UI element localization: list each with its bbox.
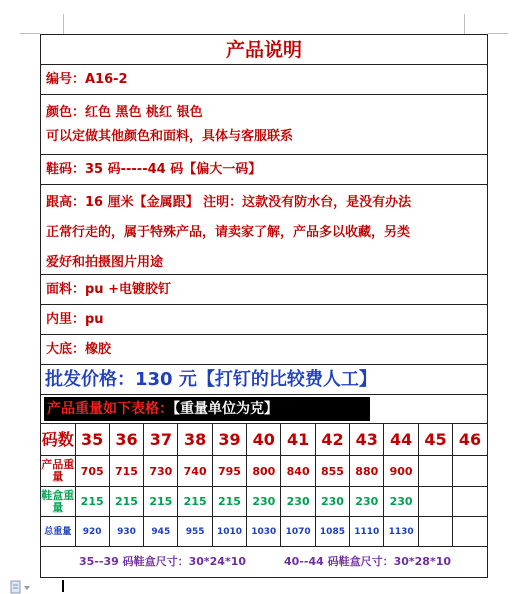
text-cursor [62,580,64,592]
size-cell: 38 [178,424,212,456]
total-weight-cell: 1070 [281,517,315,547]
shoe-weight-cell [418,456,452,487]
shoe-weight-cell: 800 [247,456,281,487]
crop-mark-top-right [464,14,465,34]
heel-line-2: 正常行走的，属于特殊产品，请卖家了解，产品多以收藏，另类 [46,225,411,240]
total-weight-cell: 1085 [315,517,349,547]
table-row-sizes [41,424,487,456]
shoe-weight-cell: 795 [212,456,246,487]
weight-table [41,424,487,547]
box-weight-cell: 230 [350,487,384,517]
total-weight-cell: 920 [75,517,109,547]
weight-unit-label: 【重量单位为克】 [173,401,278,417]
shoe-weight-cell: 900 [384,456,418,487]
color-block [41,95,487,155]
total-weight-cell: 1130 [384,517,418,547]
size-cell: 46 [453,424,487,456]
product-sheet [40,34,488,578]
box-size-large: 40--44 码鞋盒尺寸：30*28*10 [284,555,452,568]
total-weight-cell: 1010 [212,517,246,547]
total-weight-cell: 930 [109,517,143,547]
shoe-weight-cell: 730 [144,456,178,487]
size-cell: 44 [384,424,418,456]
total-weight-cell: 1030 [247,517,281,547]
shoe-weight-cell: 740 [178,456,212,487]
heel-line-1: 跟高：16 厘米【金属跟】 注明：这款没有防水台，是没有办法 [46,195,412,210]
shoe-weight-cell: 715 [109,456,143,487]
box-weight-cell: 230 [315,487,349,517]
weight-header [41,395,487,424]
heel-block [41,185,487,275]
lining-line: 内里：pu [41,305,487,335]
custom-line: 可以定做其他颜色和面料，具体与客服联系 [46,129,294,144]
weight-header-label: 产品重量如下表格： [47,401,173,417]
total-weight-cell: 945 [144,517,178,547]
sole-line: 大底：橡胶 [41,335,487,365]
page-title: 产品说明 [41,35,487,65]
shoe-weight-cell: 840 [281,456,315,487]
size-cell: 35 [75,424,109,456]
box-weight-cell: 215 [178,487,212,517]
size-label: 码数 [41,424,75,456]
heel-line-3: 爱好和拍摄图片用途 [46,255,164,270]
size-cell: 39 [212,424,246,456]
total-weight-cell: 955 [178,517,212,547]
product-code: 编号：A16-2 [41,65,487,95]
table-row-total-weight [41,517,487,547]
crop-mark-left [20,33,40,34]
shoe-weight-cell: 855 [315,456,349,487]
box-weight-cell: 230 [384,487,418,517]
crop-mark-right [488,33,508,34]
box-size-small: 35--39 码鞋盒尺寸：30*24*10 [79,555,247,568]
box-weight-cell: 215 [109,487,143,517]
size-cell: 42 [315,424,349,456]
paste-options-icon[interactable] [10,580,38,594]
size-cell: 37 [144,424,178,456]
wholesale-price: 批发价格：130 元【打钉的比较费人工】 [41,365,487,395]
weight-header-band [44,397,370,421]
table-row-box-weight [41,487,487,517]
size-cell: 43 [350,424,384,456]
size-cell: 40 [247,424,281,456]
box-size-row [41,547,487,577]
box-weight-label: 鞋盒重量 [41,487,75,517]
color-line: 颜色：红色 黑色 桃红 银色 [46,105,203,120]
fabric-line: 面料：pu +电镀胶钉 [41,275,487,305]
total-weight-label: 总重量 [41,517,75,547]
table-row-shoe-weight [41,456,487,487]
box-weight-cell [418,487,452,517]
box-weight-cell: 230 [281,487,315,517]
size-cell: 41 [281,424,315,456]
shoe-weight-cell: 880 [350,456,384,487]
box-weight-cell: 230 [247,487,281,517]
box-weight-cell: 215 [75,487,109,517]
total-weight-cell [453,517,487,547]
shoe-weight-cell: 705 [75,456,109,487]
box-weight-cell: 215 [212,487,246,517]
shoe-weight-cell [453,456,487,487]
crop-mark-top-left [63,14,64,34]
box-weight-cell: 215 [144,487,178,517]
total-weight-cell: 1110 [350,517,384,547]
size-cell: 36 [109,424,143,456]
shoe-weight-label: 产品重量 [41,456,75,487]
size-range: 鞋码：35 码-----44 码【偏大一码】 [41,155,487,185]
total-weight-cell [418,517,452,547]
box-weight-cell [453,487,487,517]
size-cell: 45 [418,424,452,456]
